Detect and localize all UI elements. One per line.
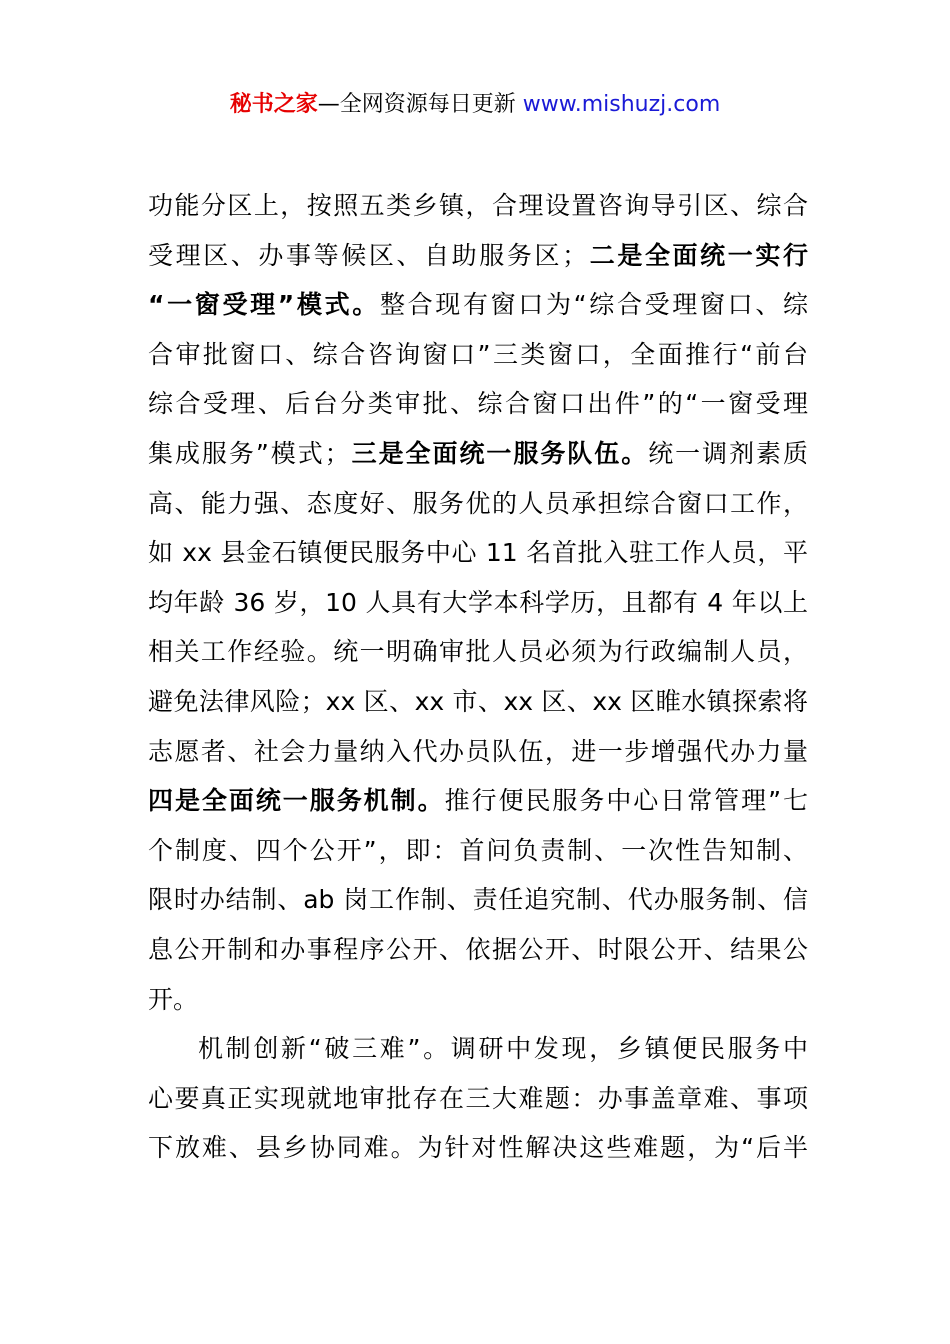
text-line: 受理区、办事等候区、自助服务区；二是全面统一实行 — [148, 240, 808, 270]
text-line: 避免法律风险；xx 区、xx 市、xx 区、xx 区睢水镇探索将 — [148, 686, 808, 716]
page-header — [0, 88, 950, 122]
text-line: 心要真正实现就地审批存在三大难题：办事盖章难、事项 — [148, 1083, 808, 1113]
brand-name: 秘书之家 — [229, 92, 318, 117]
document-body — [148, 181, 808, 1173]
bold-heading: 四是全面统一服务机制。 — [148, 786, 445, 816]
bold-heading: “一窗受理”模式。 — [148, 290, 380, 320]
text-line: 息公开制和办事程序公开、依据公开、时限公开、结果公 — [148, 934, 808, 964]
text-line: 合审批窗口、综合咨询窗口”三类窗口，全面推行“前台 — [148, 339, 808, 369]
text-line: 下放难、县乡协同难。为针对性解决这些难题，为“后半 — [148, 1133, 808, 1163]
bold-heading: 二是全面统一实行 — [587, 240, 808, 270]
text-line: 个制度、四个公开”，即：首问负责制、一次性告知制、 — [148, 835, 808, 865]
site-url-link[interactable]: www.mishuzj.com — [522, 92, 721, 117]
text-line: 均年龄 36 岁，10 人具有大学本科学历，且都有 4 年以上 — [148, 587, 808, 617]
text-line: 开。 — [148, 984, 199, 1014]
paragraph-continuation — [148, 181, 808, 1024]
text-line: 相关工作经验。统一明确审批人员必须为行政编制人员， — [148, 637, 808, 667]
text-line: 功能分区上，按照五类乡镇，合理设置咨询导引区、综合 — [148, 191, 808, 220]
bold-heading: 三是全面统一服务队伍。 — [349, 438, 649, 468]
paragraph-mechanism-innovation — [148, 1024, 808, 1173]
text-line: 如 xx 县金石镇便民服务中心 11 名首批入驻工作人员，平 — [148, 538, 808, 568]
text-line: 限时办结制、ab 岗工作制、责任追究制、代办服务制、信 — [148, 885, 808, 915]
text-line: 综合受理、后台分类审批、综合窗口出件”的“一窗受理 — [148, 389, 808, 419]
text-line: 四是全面统一服务机制。推行便民服务中心日常管理”七 — [148, 786, 808, 816]
text-line: 机制创新“破三难”。调研中发现，乡镇便民服务中 — [198, 1034, 808, 1064]
text-line: 高、能力强、态度好、服务优的人员承担综合窗口工作， — [148, 488, 808, 518]
header-tagline: —全网资源每日更新 — [317, 92, 523, 117]
text-line: 志愿者、社会力量纳入代办员队伍，进一步增强代办力量 — [148, 736, 808, 766]
text-line: “一窗受理”模式。整合现有窗口为“综合受理窗口、综 — [148, 290, 808, 320]
text-line: 集成服务”模式；三是全面统一服务队伍。统一调剂素质 — [148, 438, 808, 468]
